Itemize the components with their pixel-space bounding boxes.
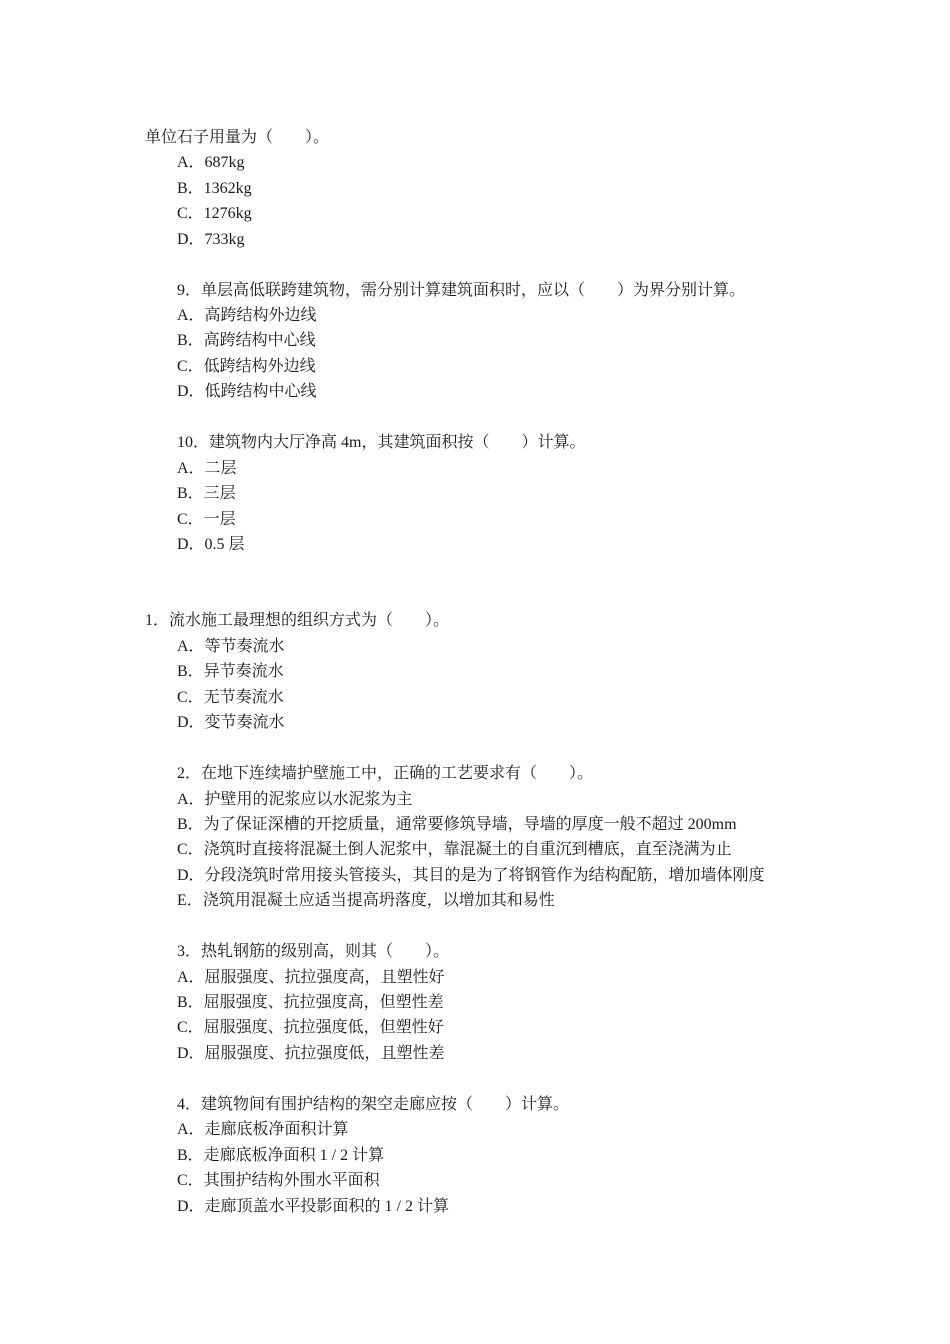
option-a: A．687kg	[177, 154, 245, 171]
section-question-3-option-a: A．屈服强度、抗拉强度高，且塑性好	[177, 969, 445, 986]
section-question-2-option-a: A．护壁用的泥浆应以水泥浆为主	[177, 791, 413, 808]
section-question-1-option-c: C．无节奏流水	[177, 689, 284, 706]
section-question-2-option-c: C．浇筑时直接将混凝土倒人泥浆中，靠混凝土的自重沉到槽底，直至浇满为止	[177, 841, 732, 858]
section-question-2-option-d: D．分段浇筑时常用接头管接头，其目的是为了将钢管作为结构配筋，增加墙体刚度	[177, 867, 765, 884]
question-9-stem: 9．单层高低联跨建筑物，需分别计算建筑面积时，应以（ ）为界分别计算。	[177, 282, 746, 299]
question-10-option-a: A．二层	[177, 460, 237, 477]
section-question-2-stem: 2．在地下连续墙护壁施工中，正确的工艺要求有（ ）。	[177, 765, 594, 782]
question-10-option-c: C．一层	[177, 511, 236, 528]
option-c: C．1276kg	[177, 205, 252, 222]
option-b: B．1362kg	[177, 180, 252, 197]
option-d: D．733kg	[177, 231, 245, 248]
section-question-3-option-c: C．屈服强度、抗拉强度低，但塑性好	[177, 1019, 444, 1036]
question-9-option-c: C．低跨结构外边线	[177, 358, 316, 375]
question-9-option-a: A．高跨结构外边线	[177, 307, 317, 324]
section-question-2-option-e: E．浇筑用混凝土应适当提高坍落度，以增加其和易性	[177, 892, 555, 909]
section-question-1-option-d: D．变节奏流水	[177, 714, 285, 731]
section-question-4-option-b: B．走廊底板净面积 1 / 2 计算	[177, 1147, 385, 1164]
section-question-1-option-b: B．异节奏流水	[177, 663, 284, 680]
section-question-4-option-d: D．走廊顶盖水平投影面积的 1 / 2 计算	[177, 1198, 450, 1215]
question-9-option-d: D．低跨结构中心线	[177, 383, 317, 400]
section-question-3-option-d: D．屈服强度、抗拉强度低，且塑性差	[177, 1045, 445, 1062]
question-10-option-b: B．三层	[177, 485, 236, 502]
section-question-3-stem: 3．热轧钢筋的级别高，则其（ ）。	[177, 943, 450, 960]
question-stem-continuation: 单位石子用量为（ ）。	[145, 129, 330, 146]
section-question-2-option-b: B．为了保证深槽的开挖质量，通常要修筑导墙，导墙的厚度一般不超过 200mm	[177, 816, 737, 833]
section-question-4-option-a: A．走廊底板净面积计算	[177, 1121, 349, 1138]
question-9-option-b: B．高跨结构中心线	[177, 332, 316, 349]
section-question-3-option-b: B．屈服强度、抗拉强度高，但塑性差	[177, 994, 444, 1011]
section-question-1-option-a: A．等节奏流水	[177, 638, 285, 655]
question-10-stem: 10．建筑物内大厅净高 4m，其建筑面积按（ ）计算。	[177, 434, 586, 451]
section-question-4-option-c: C．其围护结构外围水平面积	[177, 1172, 380, 1189]
question-10-option-d: D．0.5 层	[177, 536, 245, 553]
section-question-4-stem: 4．建筑物间有围护结构的架空走廊应按（ ）计算。	[177, 1096, 570, 1113]
section-question-1-stem: 1．流水施工最理想的组织方式为（ ）。	[145, 612, 450, 629]
